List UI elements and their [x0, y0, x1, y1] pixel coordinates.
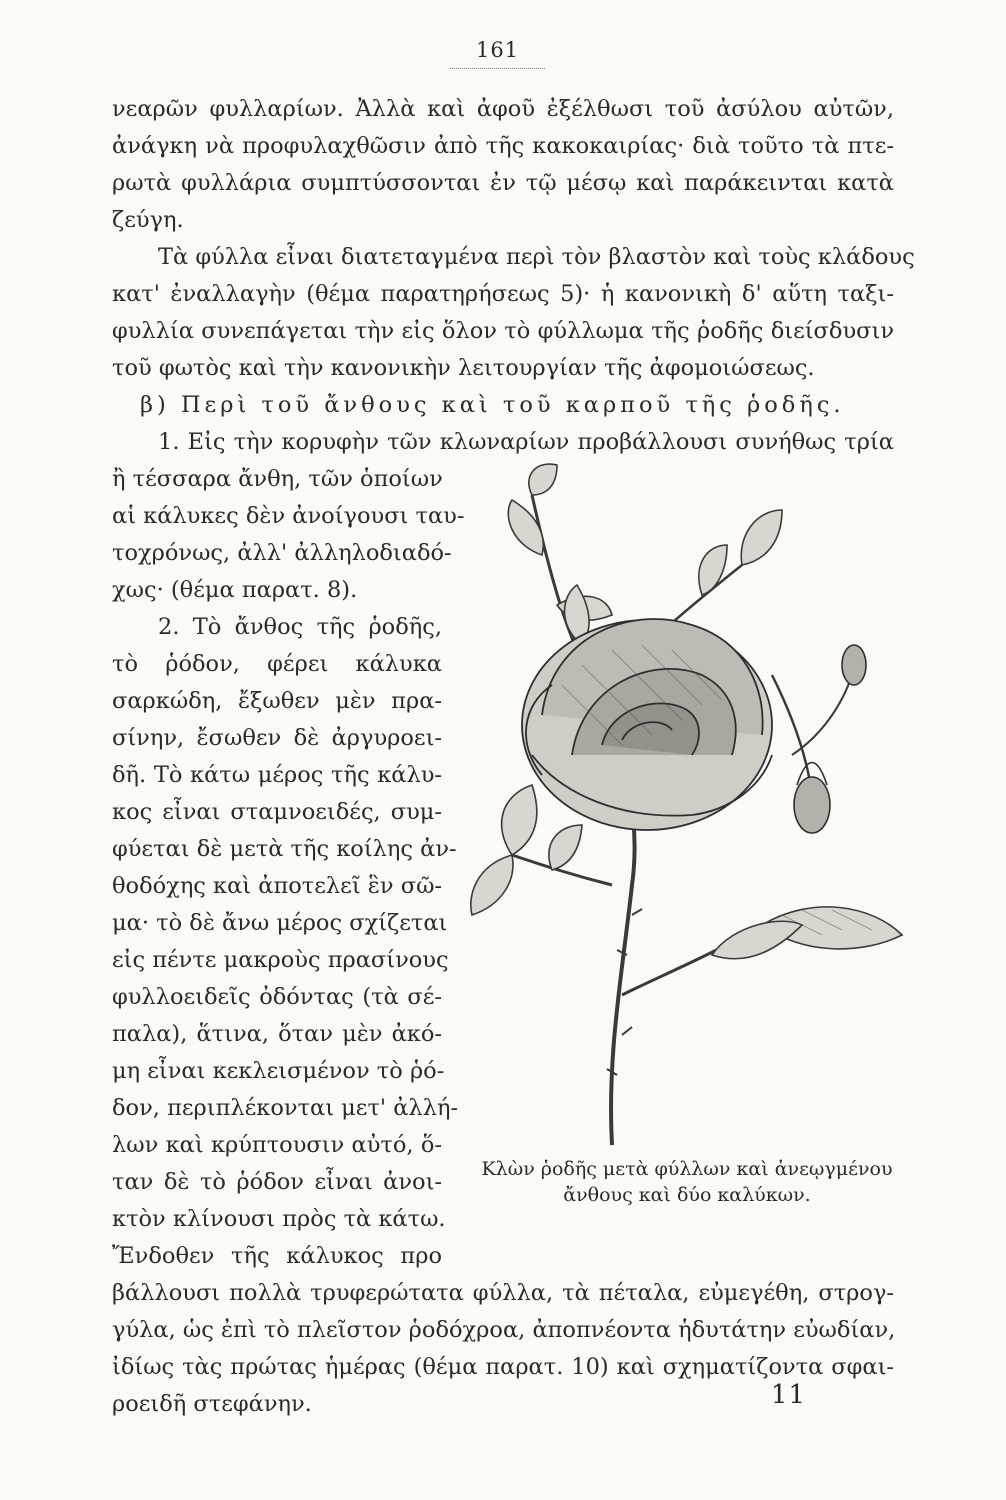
- text-line: Τὰ φύλλα εἶναι διατεταγμένα περὶ τὸν βλαστὸν καὶ τοὺς κλάδους: [158, 244, 915, 270]
- text-line: ροειδῆ στεφάνην.: [112, 1391, 312, 1417]
- text-line: τοῦ φωτὸς καὶ τὴν κανονικὴν λειτουργίαν τῆς ἀφομοιώσεως.: [112, 355, 815, 381]
- page-number: 161: [450, 38, 545, 69]
- section-heading: β) Περὶ τοῦ ἄνθους καὶ τοῦ καρποῦ τῆς ῥοδῆς.: [140, 392, 845, 418]
- text-line: φύεται δὲ μετὰ τῆς κοίλης ἀν-: [112, 836, 457, 862]
- text-line: δον, περιπλέκονται μετ' ἀλλή-: [112, 1095, 459, 1121]
- text-line: φυλλία συνεπάγεται τὴν εἰς ὅλον τὸ φύλλωμα τῆς ῥοδῆς διείσδυσιν: [112, 318, 894, 344]
- text-line: φυλλοειδεῖς ὀδόντας (τὰ σέ-: [112, 984, 442, 1010]
- text-line: ταν δὲ τὸ ῥόδον εἶναι ἀνοι-: [112, 1169, 442, 1195]
- text-line: κατ' ἐναλλαγὴν (θέμα παρατηρήσεως 5)· ἡ κανονικὴ δ' αὕτη ταξι-: [112, 281, 894, 307]
- text-line: χως· (θέμα παρατ. 8).: [112, 577, 358, 603]
- text-line: θοδόχης καὶ ἀποτελεῖ ἓν σῶ-: [112, 873, 443, 899]
- text-line: αἱ κάλυκες δὲν ἀνοίγουσι ταυ-: [112, 503, 465, 529]
- text-line: βάλλουσι πολλὰ τρυφερώτατα φύλλα, τὰ πέταλα, εὐμεγέθη, στρογ-: [112, 1280, 894, 1306]
- text-line: μη εἶναι κεκλεισμένον τὸ ῥό-: [112, 1058, 445, 1084]
- figure-caption-line-1: Κλὼν ῥοδῆς μετὰ φύλλων καὶ ἀνεῳγμένου: [481, 1158, 893, 1180]
- text-line: λων καὶ κρύπτουσιν αὐτό, ὅ-: [112, 1132, 442, 1158]
- text-line: κτὸν κλίνουσι πρὸς τὰ κάτω.: [112, 1206, 446, 1232]
- text-line: τὸ ῥόδον, φέρει κάλυκα: [112, 651, 442, 677]
- text-line: τοχρόνως, ἀλλ' ἀλληλοδιαδό-: [112, 540, 452, 566]
- text-line: 2. Τὸ ἄνθος τῆς ῥοδῆς,: [158, 614, 442, 640]
- text-line: νεαρῶν φυλλαρίων. Ἀλλὰ καὶ ἀφοῦ ἐξέλθωσι τοῦ ἀσύλου αὐτῶν,: [112, 96, 894, 122]
- rose-buds: [794, 645, 866, 833]
- rose-branch-illustration: [462, 455, 912, 1155]
- text-line: ἀνάγκη νὰ προφυλαχθῶσιν ἀπὸ τῆς κακοκαιρίας· διὰ τοῦτο τὰ πτε-: [112, 133, 894, 159]
- text-line: σαρκώδη, ἔξωθεν μὲν πρα-: [112, 688, 442, 714]
- text-line: ζεύγη.: [112, 207, 184, 233]
- text-line: 1. Εἰς τὴν κορυφὴν τῶν κλωναρίων προβάλλουσι συνήθως τρία: [158, 429, 894, 455]
- text-line: ἰδίως τὰς πρώτας ἡμέρας (θέμα παρατ. 10) καὶ σχηματίζοντα σφαι-: [112, 1354, 894, 1380]
- signature-mark: 11: [770, 1380, 806, 1410]
- text-line: ἢ τέσσαρα ἄνθη, τῶν ὁποίων: [112, 466, 443, 492]
- figure-caption-line-2: ἄνθους καὶ δύο καλύκων.: [563, 1184, 811, 1206]
- text-line: σίνην, ἔσωθεν δὲ ἀργυροει-: [112, 725, 442, 751]
- text-line: κος εἶναι σταμνοειδές, συμ-: [112, 799, 442, 825]
- rose-bloom: [522, 619, 772, 830]
- text-line: γύλα, ὡς ἐπὶ τὸ πλεῖστον ῥοδόχροα, ἀποπνέοντα ἡδυτάτην εὐωδίαν,: [112, 1317, 896, 1343]
- text-line: μα· τὸ δὲ ἄνω μέρος σχίζεται: [112, 910, 448, 936]
- text-line: ρωτὰ φυλλάρια συμπτύσσονται ἐν τῷ μέσῳ καὶ παράκεινται κατὰ: [112, 170, 894, 196]
- text-line: παλα), ἅτινα, ὅταν μὲν ἀκό-: [112, 1021, 442, 1047]
- text-line: εἰς πέντε μακροὺς πρασίνους: [112, 947, 449, 973]
- text-line: Ἔνδοθεν τῆς κάλυκος προ: [112, 1243, 442, 1269]
- text-line: δῆ. Τὸ κάτω μέρος τῆς κάλυ-: [112, 762, 442, 788]
